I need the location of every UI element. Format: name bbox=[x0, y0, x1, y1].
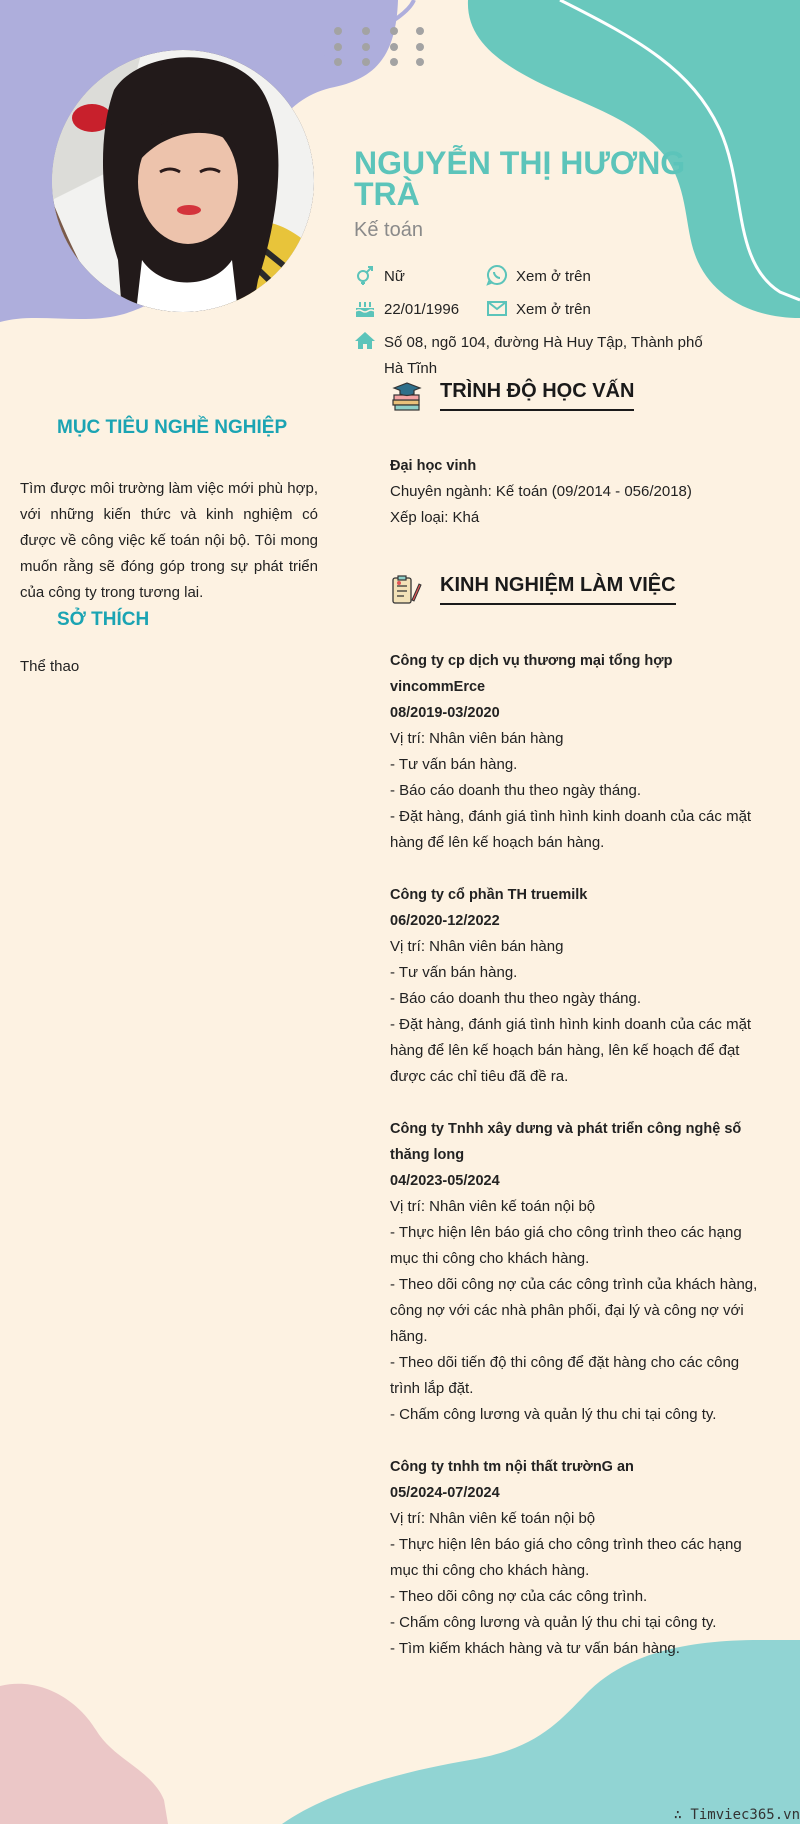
pink-bottom-blob bbox=[0, 1684, 168, 1824]
education-school: Đại học vinh bbox=[390, 458, 477, 474]
job-line: Vị trí: Nhân viên kế toán nội bộ bbox=[390, 1510, 596, 1527]
education-rank: Xếp loại: Khá bbox=[390, 509, 480, 526]
job-line: - Tư vấn bán hàng. bbox=[390, 964, 518, 981]
job-line: - Theo dõi công nợ của các công trình của khách hàng, công nợ với các nhà phân phối, đại lý và công nợ với hãng. bbox=[390, 1276, 758, 1345]
watermark-logo: ∴ Timviec365.vn bbox=[673, 1807, 800, 1823]
job-company: Công ty cp dịch vụ thương mại tổng hợp vincommErce bbox=[390, 653, 673, 695]
experience-title: KINH NGHIỆM LÀM VIỆC bbox=[440, 574, 676, 605]
objective-title: MỤC TIÊU NGHỀ NGHIỆP bbox=[57, 417, 288, 438]
job-line: - Theo dõi tiến độ thi công để đặt hàng cho các công trình lắp đặt. bbox=[390, 1354, 740, 1397]
objective-text: Tìm được môi trường làm việc mới phù hợp, với những kiến thức và kinh nghiệm có được về công việc kế toán nội bộ. Tôi mong muốn rằng sẽ đóng góp trong sự phát triển của công ty trong tương lai. bbox=[20, 480, 318, 601]
hobbies-text: Thể thao bbox=[20, 658, 80, 675]
job-entry-3 bbox=[390, 1116, 762, 1428]
gender-icon bbox=[354, 264, 376, 286]
whatsapp-phone-icon bbox=[486, 264, 508, 286]
birthday-cake-icon bbox=[354, 297, 376, 319]
job-line: - Thực hiện lên báo giá cho công trình theo các hạng mục thi công cho khách hàng. bbox=[390, 1536, 742, 1579]
job-line: Vị trí: Nhân viên bán hàng bbox=[390, 938, 564, 955]
job-line: Vị trí: Nhân viên kế toán nội bộ bbox=[390, 1198, 596, 1215]
job-line: - Tư vấn bán hàng. bbox=[390, 756, 518, 773]
home-icon bbox=[354, 330, 376, 352]
job-line: - Đặt hàng, đánh giá tình hình kinh doanh của các mặt hàng để lên kế hoạch bán hàng. bbox=[390, 808, 752, 851]
job-line: - Báo cáo doanh thu theo ngày tháng. bbox=[390, 782, 642, 799]
job-line: - Chấm công lương và quản lý thu chi tại công ty. bbox=[390, 1614, 717, 1631]
job-period: 04/2023-05/2024 bbox=[390, 1173, 500, 1189]
job-line: - Đặt hàng, đánh giá tình hình kinh doanh của các mặt hàng để lên kế hoạch bán hàng, lên kế hoạch để đạt được các chỉ tiêu đã đề ra. bbox=[390, 1016, 752, 1085]
portrait-illustration bbox=[52, 50, 314, 312]
work-clipboard-icon bbox=[390, 574, 422, 606]
graduation-books-icon bbox=[390, 380, 422, 412]
address-value: Số 08, ngõ 104, đường Hà Huy Tập, Thành phố Hà Tĩnh bbox=[384, 334, 703, 377]
candidate-name: NGUYỄN THỊ HƯƠNG TRÀ bbox=[354, 145, 686, 212]
job-company: Công ty Tnhh xây dưng và phát triển công nghệ số thăng long bbox=[390, 1121, 742, 1163]
experience-list bbox=[390, 648, 762, 1688]
job-period: 08/2019-03/2020 bbox=[390, 705, 500, 721]
education-major: Chuyên ngành: Kế toán (09/2014 - 056/2018) bbox=[390, 483, 692, 500]
email-value: Xem ở trên bbox=[516, 301, 591, 318]
job-title: Kế toán bbox=[354, 219, 423, 241]
birthday-value: 22/01/1996 bbox=[384, 301, 460, 318]
gender-value: Nữ bbox=[384, 268, 405, 285]
hobbies-title: SỞ THÍCH bbox=[57, 609, 150, 630]
job-line: - Chấm công lương và quản lý thu chi tại công ty. bbox=[390, 1406, 717, 1423]
education-content bbox=[390, 453, 762, 531]
job-entry-2 bbox=[390, 882, 762, 1090]
job-line: - Thực hiện lên báo giá cho công trình theo các hạng mục thi công cho khách hàng. bbox=[390, 1224, 742, 1267]
job-period: 06/2020-12/2022 bbox=[390, 913, 500, 929]
job-company: Công ty tnhh tm nội thất trườnG an bbox=[390, 1459, 634, 1475]
job-entry-1 bbox=[390, 648, 762, 856]
job-line: - Tìm kiếm khách hàng và tư vấn bán hàng. bbox=[390, 1640, 680, 1657]
job-line: Vị trí: Nhân viên bán hàng bbox=[390, 730, 564, 747]
phone-value: Xem ở trên bbox=[516, 268, 591, 285]
job-company: Công ty cổ phần TH truemilk bbox=[390, 887, 588, 903]
education-title: TRÌNH ĐỘ HỌC VẤN bbox=[440, 380, 634, 411]
job-period: 05/2024-07/2024 bbox=[390, 1485, 500, 1501]
job-line: - Theo dõi công nợ của các công trình. bbox=[390, 1588, 648, 1605]
envelope-icon bbox=[486, 297, 508, 319]
profile-photo bbox=[52, 50, 314, 312]
job-entry-4 bbox=[390, 1454, 762, 1662]
job-line: - Báo cáo doanh thu theo ngày tháng. bbox=[390, 990, 642, 1007]
